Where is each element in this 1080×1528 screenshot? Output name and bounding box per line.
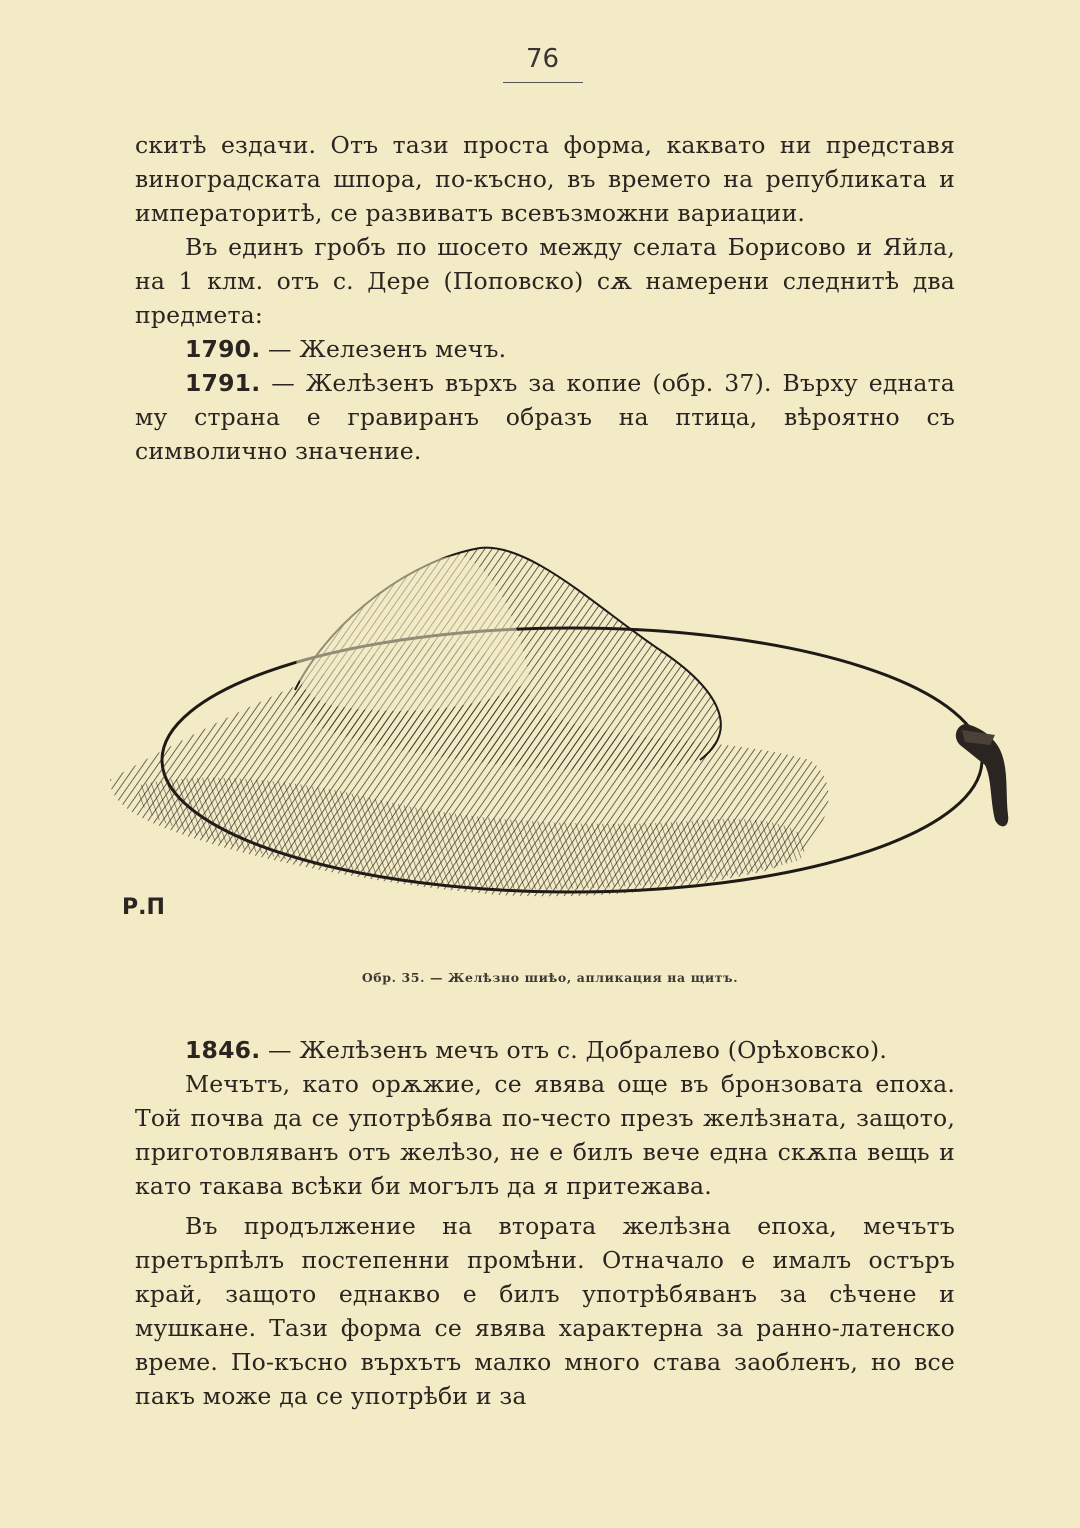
entry-1791 (135, 366, 955, 468)
illustrator-signature: Р.П (122, 895, 165, 920)
page-number-rule (503, 82, 583, 83)
paragraph-sword-history: Мечътъ, като орѫжие, се явява още въ бронзовата епоха. Той почва да се употрѣбява по-често презъ желѣзната, защото, приготовляванъ отъ желѣзо, не е билъ вече една скѫпа вещь и като такава всѣки би могълъ да я притежава. (135, 1070, 955, 1200)
paragraph-grave-find: Въ единъ гробъ по шосето между селата Борисово и Яйла, на 1 клм. отъ с. Дере (Поповско) сѫ намерени следнитѣ два предмета: (135, 233, 955, 329)
figure-caption: Обр. 35. — Желѣзно шиѣо, апликация на щитъ. (361, 970, 739, 985)
entry-1846 (135, 1033, 955, 1067)
entry-1790-text: — Железенъ мечъ. (260, 335, 507, 363)
entry-1791-text: — Желѣзенъ върхъ за копие (обр. 37). Върху едната му страна е гравиранъ образъ на птица, вѣроятно съ символично значение. (135, 369, 955, 465)
iron-boss-illustration (80, 530, 1040, 930)
bottom-text-block (135, 1033, 955, 1413)
entry-1791-number: 1791. (185, 369, 261, 397)
entry-1846-text: — Желѣзенъ мечъ отъ с. Добралево (Орѣховско). (260, 1036, 888, 1064)
top-text-block (135, 128, 955, 468)
entry-1846-number: 1846. (185, 1036, 261, 1064)
entry-1790 (135, 332, 955, 366)
paragraph-sword-evolution: Въ продължение на втората желѣзна епоха, мечътъ претърпѣлъ постепенни промѣни. Отначало е ималъ остъръ край, защото еднакво е билъ употрѣбяванъ за сѣчене и мушкане. Тази форма се явява характерна за ранно-латенско време. По-късно върхътъ малко много става заобленъ, но все пакъ може да се употрѣби и за (135, 1212, 955, 1410)
entry-1790-number: 1790. (185, 335, 261, 363)
paragraph-continuation: скитѣ ездачи. Отъ тази проста форма, каквато ни представя виноградската шпора, по-късно, въ времето на републиката и императоритѣ, се развиватъ всевъзможни вариации. (135, 131, 955, 227)
page-number: 76 (525, 44, 560, 74)
